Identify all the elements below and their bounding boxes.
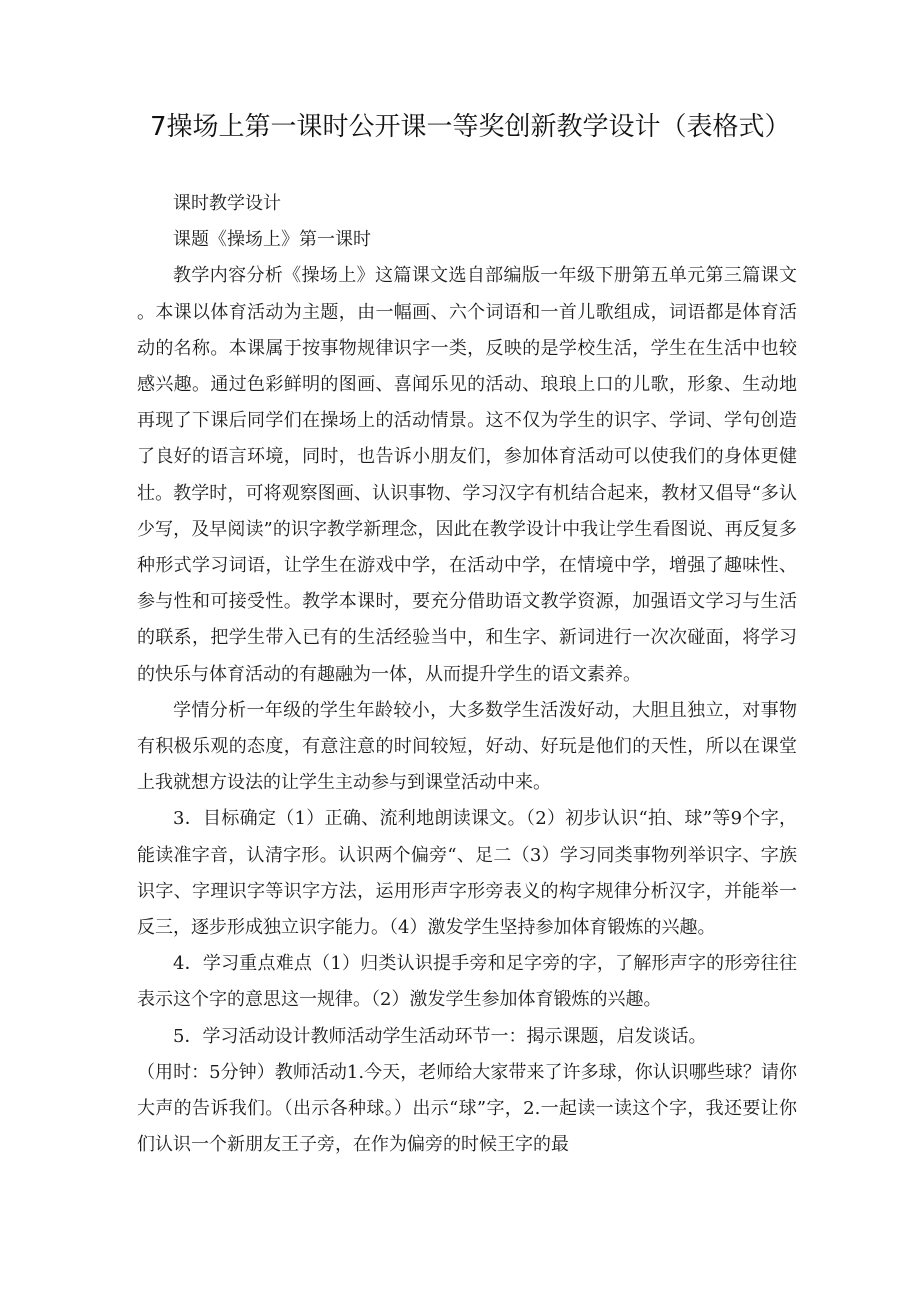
paragraph-learner-analysis: 学情分析一年级的学生年龄较小，大多数学生活泼好动，大胆且独立，对事物有积极乐观的态度，有意注意的时间较短，好动、好玩是他们的天性，所以在课堂上我就想方设法的让学生主动参与到课堂活动中来。 xyxy=(137,699,797,794)
paragraph-objectives: 3．目标确定（1）正确、流利地朗读课文。（2）初步认识“拍、球”等9个字，能读准字音，认清字形。认识两个偏旁“、足二（3）学习同类事物列举识字、字族识字、字理识字等识字方法，运用形声字形旁表义的构字规律分析汉字，并能举一反三，逐步形成独立识字能力。（4）激发学生坚持参加体育锻炼的兴趣。 xyxy=(137,808,797,939)
document-body xyxy=(137,186,797,1163)
paragraph-lesson-topic: 课题《操场上》第一课时 xyxy=(173,229,371,251)
paragraph-activity-design: 5．学习活动设计教师活动学生活动环节一：揭示课题，启发谈话。 xyxy=(173,1025,707,1047)
paragraph-section-heading: 课时教学设计 xyxy=(173,193,281,214)
paragraph-content-analysis: 教学内容分析《操场上》这篇课文选自部编版一年级下册第五单元第三篇课文。本课以体育活动为主题，由一幅画、六个词语和一首儿歌组成，词语都是体育活动的名称。本课属于按事物规律识字一类，反映的是学校生活，学生在生活中也较感兴趣。通过色彩鲜明的图画、喜闻乐见的活动、琅琅上口的儿歌，形象、生动地再现了下课后同学们在操场上的活动情景。这不仅为学生的识字、学词、学句创造了良好的语言环境，同时，也告诉小朋友们，参加体育活动可以使我们的身体更健壮。教学时，可将观察图画、认识事物、学习汉字有机结合起来，教材又倡导“多认少写，及早阅读”的识字教学新理念，因此在教学设计中我让学生看图说、再反复多种形式学习词语，让学生在游戏中学，在活动中学，在情境中学，增强了趣味性、参与性和可接受性。教学本课时，要充分借助语文教学资源，加强语文学习与生活的联系，把学生带入已有的生活经验当中，和生字、新词进行一次次碰面，将学习的快乐与体育活动的有趣融为一体，从而提升学生的语文素养。 xyxy=(137,265,797,685)
paragraph-key-points: 4．学习重点难点（1）归类认识提手旁和足字旁的字，了解形声字的形旁往往表示这个字的意思这一规律。（2）激发学生参加体育锻炼的兴趣。 xyxy=(137,953,797,1011)
paragraph-teacher-activity: （用时：5分钟）教师活动1.今天，老师给大家带来了许多球，你认识哪些球？请你大声的告诉我们。（出示各种球。）出示“球”字，2.一起读一读这个字，我还要让你们认识一个新朋友王子旁，在作为偏旁的时候王字的最 xyxy=(137,1061,797,1156)
document-title: 7操场上第一课时公开课一等奖创新教学设计（表格式） xyxy=(150,112,791,142)
